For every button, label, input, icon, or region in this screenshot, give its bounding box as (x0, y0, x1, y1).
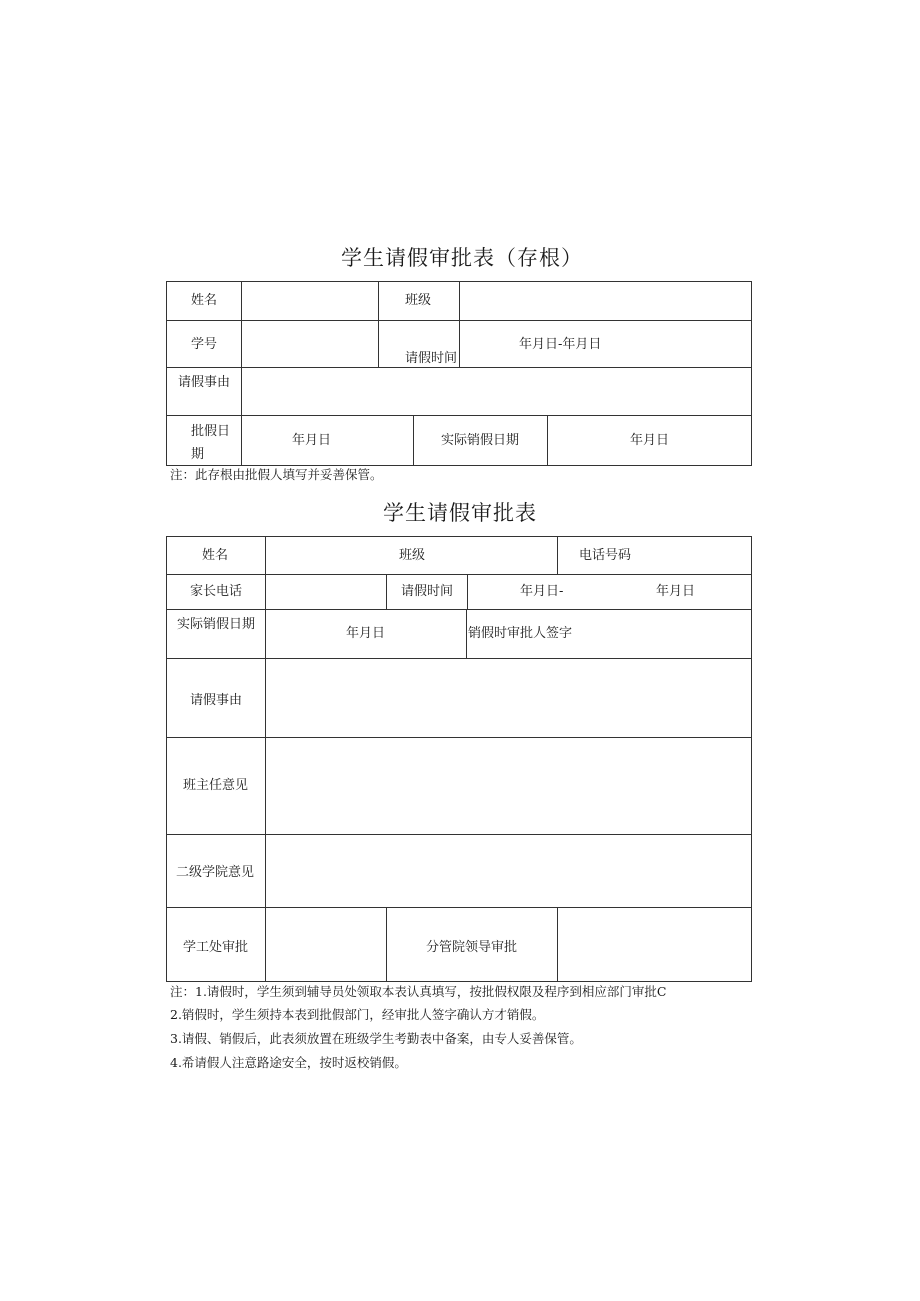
form-reason-field[interactable] (266, 659, 751, 737)
form-leader-approval-field[interactable] (558, 908, 751, 981)
form-note-2: 2.销假时，学生须持本表到批假部门，经审批人签字确认方才销假。 (170, 1007, 545, 1022)
form-college-opinion-field[interactable] (266, 835, 751, 907)
stub-class-label: 班级 (405, 293, 432, 308)
stub-leave-time-value[interactable]: 年月日-年月日 (519, 337, 602, 352)
stub-student-id-field[interactable] (242, 321, 378, 367)
form-actual-return-label: 实际销假日期 (177, 617, 256, 632)
form-student-affairs-field[interactable] (266, 908, 386, 981)
stub-class-field[interactable] (460, 282, 751, 320)
stub-reason-field[interactable] (242, 368, 751, 415)
stub-approve-date-label-cont: 期 (191, 447, 205, 462)
form-leave-start-value[interactable]: 年月日- (520, 584, 564, 599)
form-teacher-opinion-label: 班主任意见 (183, 778, 249, 793)
form-note-1: 注：1.请假时，学生须到辅导员处领取本表认真填写，按批假权限及程序到相应部门审批C (170, 984, 667, 999)
form-parent-phone-field[interactable] (266, 575, 386, 609)
stub-reason-label: 请假事由 (178, 375, 231, 390)
stub-name-field[interactable] (242, 282, 378, 320)
form-leave-time-label: 请假时间 (401, 584, 454, 599)
stub-approve-date-label: 批假日 (191, 424, 231, 439)
form-class-label: 班级 (399, 548, 426, 563)
stub-leave-time-label: 请假时间 (405, 351, 458, 366)
stub-approve-date-value[interactable]: 年月日 (292, 433, 332, 448)
stub-actual-return-value[interactable]: 年月日 (630, 433, 670, 448)
form-actual-return-value[interactable]: 年月日 (346, 626, 386, 641)
stub-note: 注：此存根由批假人填写并妥善保管。 (170, 467, 383, 482)
form-leader-approval-label: 分管院领导审批 (426, 940, 518, 955)
form-teacher-opinion-field[interactable] (266, 738, 751, 834)
stub-actual-return-label: 实际销假日期 (441, 433, 520, 448)
form-return-approver-label: 销假时审批人签字 (468, 626, 573, 641)
form-parent-phone-label: 家长电话 (190, 584, 243, 599)
stub-title: 学生请假审批表（存根） (341, 246, 583, 270)
stub-student-id-label: 学号 (191, 337, 218, 352)
form-note-3: 3.请假、销假后，此表须放置在班级学生考勤表中备案，由专人妥善保管。 (170, 1031, 582, 1046)
form-name-label: 姓名 (202, 548, 229, 563)
form-phone-label: 电话号码 (579, 548, 632, 563)
form-title: 学生请假审批表 (383, 501, 537, 525)
form-student-affairs-label: 学工处审批 (183, 940, 249, 955)
form-leave-end-value[interactable]: 年月日 (656, 584, 696, 599)
stub-name-label: 姓名 (191, 293, 218, 308)
form-reason-label: 请假事由 (190, 693, 243, 708)
form-college-opinion-label: 二级学院意见 (176, 865, 255, 880)
form-note-4: 4.希请假人注意路途安全，按时返校销假。 (170, 1055, 407, 1070)
